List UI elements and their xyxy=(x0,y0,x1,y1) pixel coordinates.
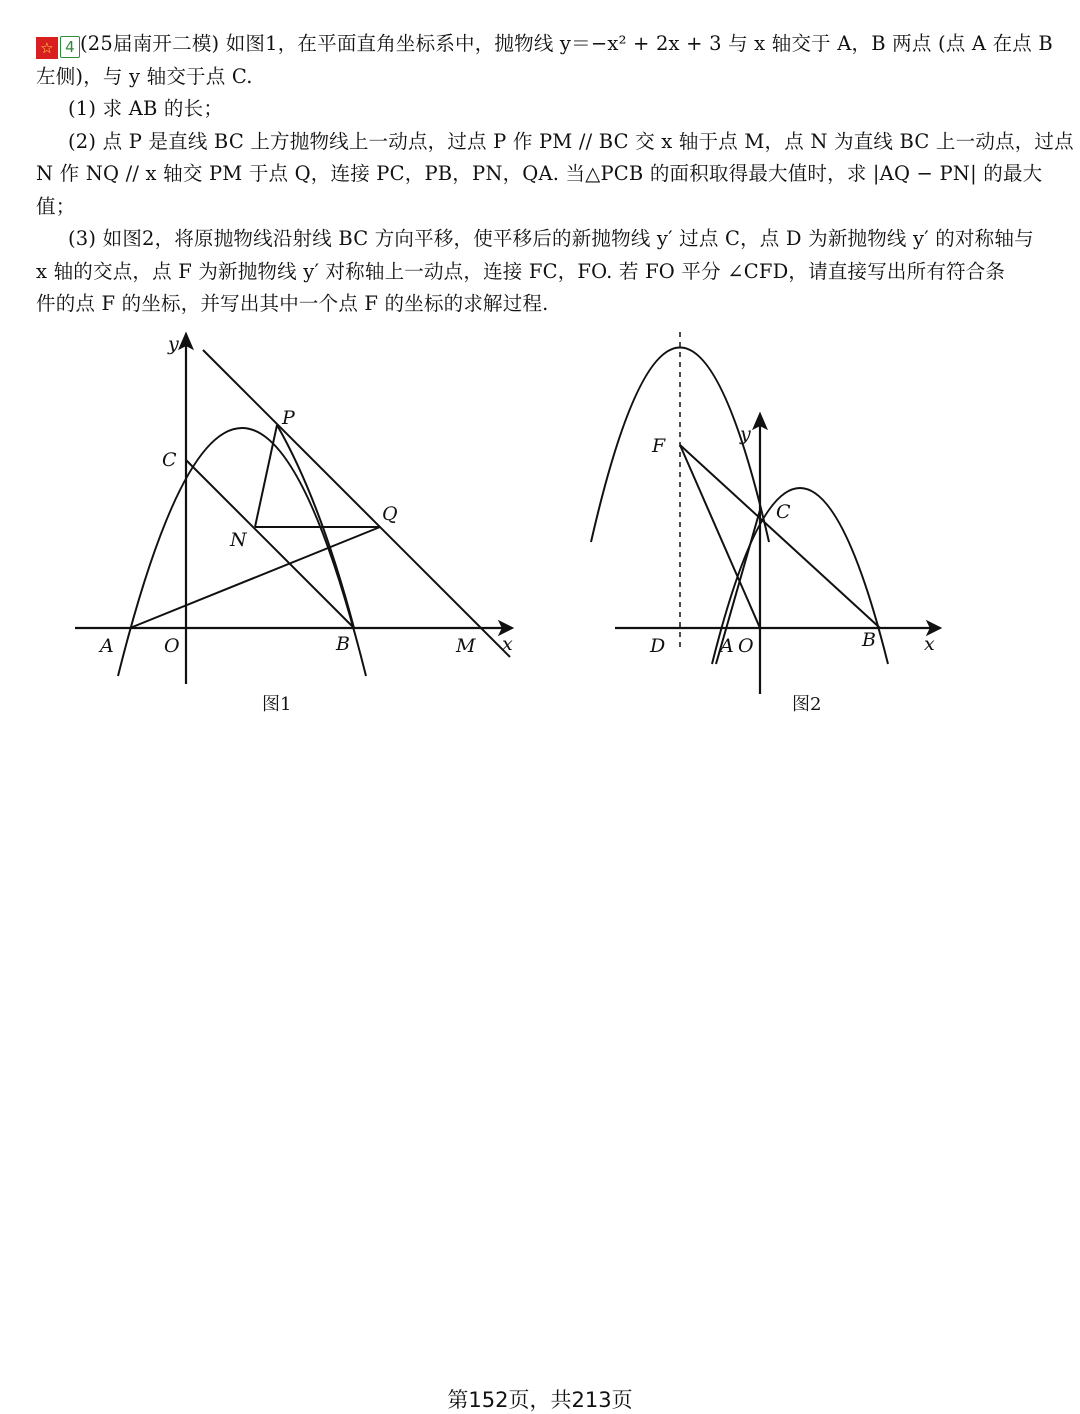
figure-2-caption: 图2 xyxy=(792,694,822,715)
label-b: B xyxy=(862,629,876,651)
question-2-line-2: N 作 NQ // x 轴交 PM 于点 Q，连接 PC，PB，PN，QA. 当△PCB 的面积取得最大值时，求 |AQ − PN| 的最大 xyxy=(36,162,1043,185)
question-3-line-2: x 轴的交点，点 F 为新抛物线 y′ 对称轴上一动点，连接 FC，FO. 若 FO 平分 ∠CFD，请直接写出所有符合条 xyxy=(36,259,1006,283)
question-2-line-1: (2) 点 P 是直线 BC 上方抛物线上一动点，过点 P 作 PM // BC 交 x 轴于点 M，点 N 为直线 BC 上一动点，过点 xyxy=(68,129,1074,153)
problem-line-text: (25届南开二模) 如图1，在平面直角坐标系中，抛物线 y＝−x² + 2x + 3 与 x 轴交于 A，B 两点 (点 A 在点 B xyxy=(80,32,1053,55)
question-3-line-3: 件的点 F 的坐标，并写出其中一个点 F 的坐标的求解过程. xyxy=(36,292,549,315)
label-c: C xyxy=(162,449,177,471)
label-a: A xyxy=(100,635,114,657)
label-c: C xyxy=(776,501,791,523)
label-x: x xyxy=(502,633,513,655)
star-icon: ☆ xyxy=(36,37,58,59)
y-axis-arrow xyxy=(754,414,766,428)
question-3-line-1: (3) 如图2，将原抛物线沿射线 BC 方向平移，使平移后的新抛物线 y′ 过点 C，点 D 为新抛物线 y′ 的对称轴与 xyxy=(68,227,1034,250)
label-n: N xyxy=(230,529,247,551)
line-fb xyxy=(680,445,880,628)
label-o: O xyxy=(164,635,180,657)
label-d: D xyxy=(650,635,666,657)
figure-1-caption: 图1 xyxy=(262,694,292,715)
label-y: y xyxy=(168,333,179,355)
label-b: B xyxy=(336,633,350,655)
page-footer: 第152页，共213页 xyxy=(447,1388,633,1412)
label-m: M xyxy=(456,635,476,657)
label-y: y xyxy=(740,423,751,445)
problem-line-2: 左侧)，与 y 轴交于点 C. xyxy=(36,64,253,88)
label-f: F xyxy=(652,435,666,457)
label-x: x xyxy=(924,633,935,655)
label-q: Q xyxy=(382,503,398,525)
question-2-line-3: 值； xyxy=(36,194,76,218)
segment-fo xyxy=(680,445,760,628)
problem-number: 4 xyxy=(60,36,80,58)
label-p: P xyxy=(282,407,295,429)
label-a: A xyxy=(720,635,734,657)
label-o: O xyxy=(738,635,754,657)
question-1: (1) 求 AB 的长； xyxy=(68,97,224,120)
